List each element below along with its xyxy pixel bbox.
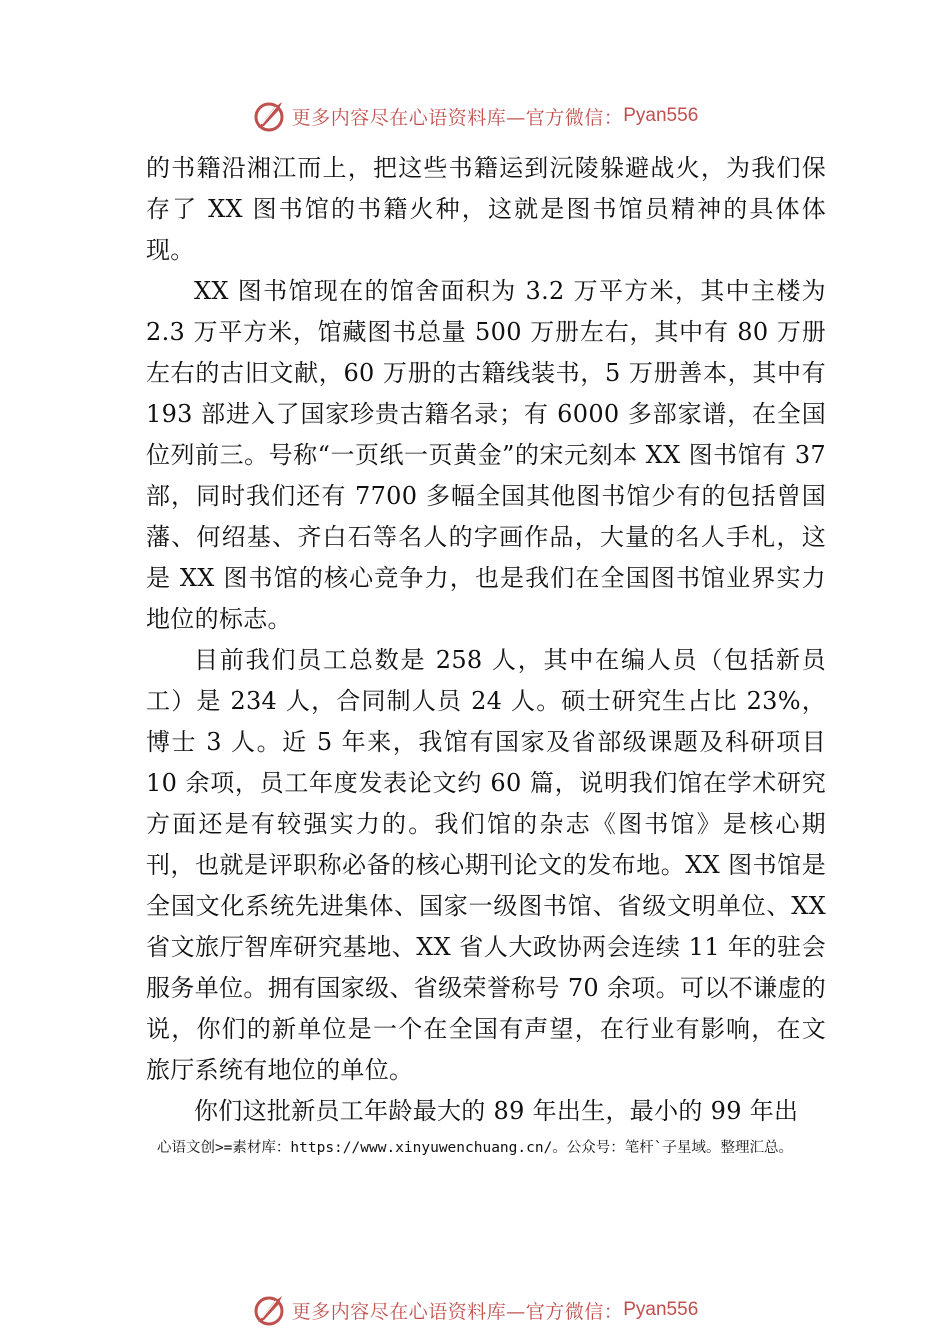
document-body	[146, 148, 826, 1132]
banner-wechat-id: Pyan556	[623, 1299, 699, 1320]
quill-logo-icon	[252, 1292, 288, 1328]
paragraph-staff-facts: 目前我们员工总数是 258 人，其中在编人员（包括新员工）是 234 人，合同制人员 24 人。硕士研究生占比 23%，博士 3 人。近 5 年来，我馆有国家及省部级课题及科研项目 10 余项，员工年度发表论文约 60 篇，说明我们馆在学术研究方面还是有较强实力的。我们馆的杂志《图书馆》是核心期刊，也就是评职称必备的核心期刊论文的发布地。XX 图书馆是全国文化系统先进集体、国家一级图书馆、省级文明单位、XX 省文旅厅智库研究基地、XX 省人大政协两会连续 11 年的驻会服务单位。拥有国家级、省级荣誉称号 70 余项。可以不谦虚的说，你们的新单位是一个在全国有声望，在行业有影响，在文旅厅系统有地位的单位。	[146, 646, 826, 1084]
header-banner	[0, 96, 950, 136]
paragraph-library-facts: XX 图书馆现在的馆舍面积为 3.2 万平方米，其中主楼为 2.3 万平方米，馆藏图书总量 500 万册左右，其中有 80 万册左右的古旧文献，60 万册的古籍线装书，5 万册善本，其中有 193 部进入了国家珍贵古籍名录；有 6000 多部家谱，在全国位列前三。号称“一页纸一页黄金”的宋元刻本 XX 图书馆有 37 部，同时我们还有 7700 多幅全国其他图书馆少有的包括曾国藩、何绍基、齐白石等名人的字画作品，大量的名人手札，这是 XX 图书馆的核心竞争力，也是我们在全国图书馆业界实力地位的标志。	[146, 277, 826, 633]
footer-note: 心语文创>=素材库：https://www.xinyuwenchuang.cn/。公众号：笔杆`子星域。整理汇总。	[156, 1140, 794, 1156]
paragraph-new-staff: 你们这批新员工年龄最大的 89 年出生，最小的 99 年出	[194, 1097, 799, 1125]
banner-text: 更多内容尽在心语资料库—官方微信：	[291, 1300, 624, 1323]
banner-text: 更多内容尽在心语资料库—官方微信：	[291, 106, 624, 129]
paragraph-continuation: 的书籍沿湘江而上，把这些书籍运到沅陵躲避战火，为我们保存了 XX 图书馆的书籍火种，这就是图书馆员精神的具体体现。	[146, 154, 826, 264]
footer-banner	[0, 1290, 950, 1330]
banner-wechat-id: Pyan556	[623, 105, 699, 126]
quill-logo-icon	[252, 98, 288, 134]
